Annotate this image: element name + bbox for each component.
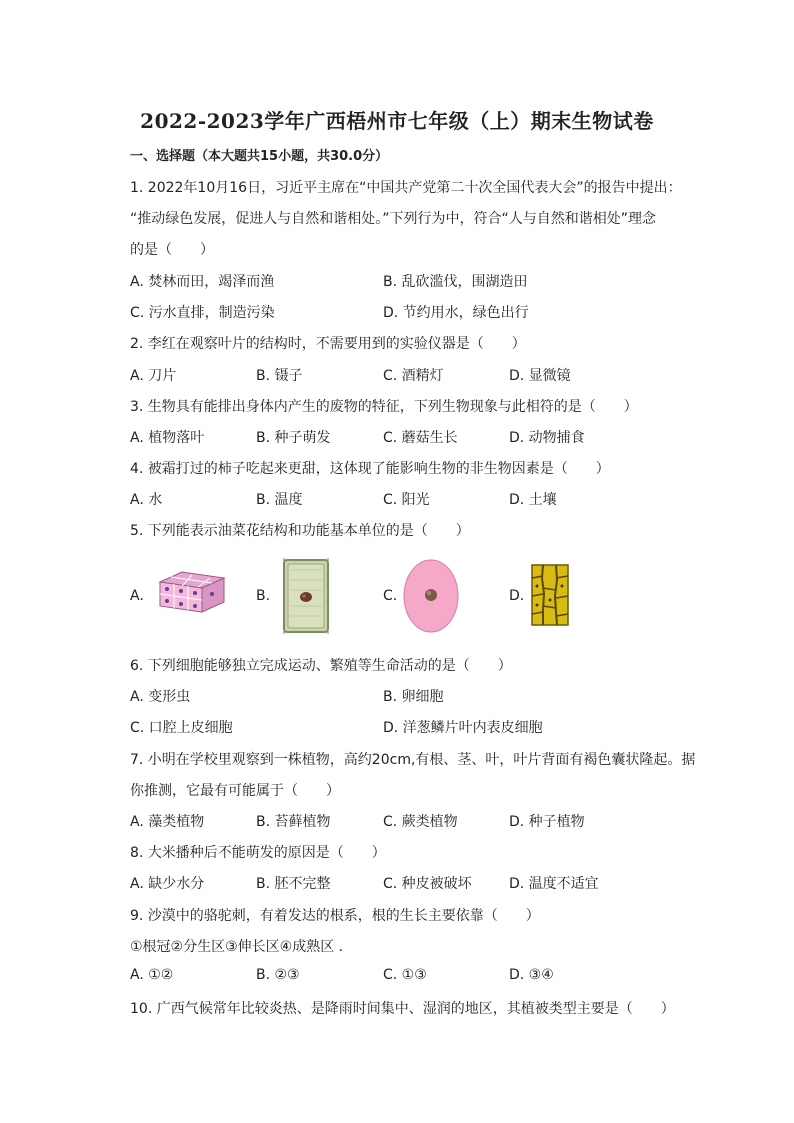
q4-option-b: B. 温度 xyxy=(256,492,303,508)
q7-stem-line1: 7. 小明在学校里观察到一株植物，高约20cm,有根、茎、叶，叶片背面有褐色囊状隆起。据 xyxy=(130,752,696,768)
q4-stem: 4. 被霜打过的柿子吃起来更甜，这体现了能影响生物的非生物因素是（ ） xyxy=(130,461,610,477)
q1-option-b: B. 乱砍滥伐，围湖造田 xyxy=(383,274,528,290)
q2-option-d: D. 显微镜 xyxy=(509,368,571,384)
q6-stem: 6. 下列细胞能够独立完成运动、繁殖等生命活动的是（ ） xyxy=(130,658,512,674)
q5-option-d-label: D. xyxy=(509,588,525,604)
q7-option-d: D. 种子植物 xyxy=(509,814,585,830)
q2-option-b: B. 镊子 xyxy=(256,368,303,384)
plant-cell-image xyxy=(278,556,334,636)
q1-option-d: D. 节约用水，绿色出行 xyxy=(383,305,529,321)
q8-option-c: C. 种皮被破坏 xyxy=(383,876,472,892)
q9-sub-text: ①根冠②分生区③伸长区④成熟区 . xyxy=(130,939,344,955)
q5-option-b-label: B. xyxy=(256,588,271,604)
q2-stem: 2. 李红在观察叶片的结构时，不需要用到的实验仪器是（ ） xyxy=(130,336,526,352)
q7-option-c: C. 蕨类植物 xyxy=(383,814,458,830)
q8-option-a: A. 缺少水分 xyxy=(130,876,205,892)
epidermis-cells-image xyxy=(531,564,569,626)
q9-option-c: C. ①③ xyxy=(383,967,427,983)
q6-option-b: B. 卵细胞 xyxy=(383,689,444,705)
q1-stem-line1: 1. 2022年10月16日，习近平主席在“中国共产党第二十次全国代表大会”的报告中提出： xyxy=(130,180,682,196)
q2-option-a: A. 刀片 xyxy=(130,368,177,384)
q1-option-a: A. 焚林而田，竭泽而渔 xyxy=(130,274,275,290)
q9-option-b: B. ②③ xyxy=(256,967,300,983)
q6-option-c: C. 口腔上皮细胞 xyxy=(130,720,233,736)
animal-cell-image xyxy=(402,558,460,634)
q4-option-d: D. 土壤 xyxy=(509,492,557,508)
q3-option-c: C. 蘑菇生长 xyxy=(383,430,458,446)
q4-option-c: C. 阳光 xyxy=(383,492,430,508)
q1-stem-line3: 的是（ ） xyxy=(130,242,214,258)
q5-stem: 5. 下列能表示油菜花结构和功能基本单位的是（ ） xyxy=(130,523,470,539)
q8-stem: 8. 大米播种后不能萌发的原因是（ ） xyxy=(130,845,386,861)
tissue-block-image xyxy=(152,568,228,616)
q10-stem: 10. 广西气候常年比较炎热、是降雨时间集中、湿润的地区，其植被类型主要是（ ） xyxy=(130,1001,675,1017)
q4-option-a: A. 水 xyxy=(130,492,163,508)
q1-option-c: C. 污水直排，制造污染 xyxy=(130,305,275,321)
q3-option-a: A. 植物落叶 xyxy=(130,430,205,446)
q1-stem-line2: “推动绿色发展，促进人与自然和谐相处。”下列行为中，符合“人与自然和谐相处”理念 xyxy=(130,211,657,227)
q8-option-b: B. 胚不完整 xyxy=(256,876,331,892)
q7-option-a: A. 藻类植物 xyxy=(130,814,205,830)
q5-option-a-label: A. xyxy=(130,588,144,604)
q5-option-c-label: C. xyxy=(383,588,398,604)
q3-option-d: D. 动物捕食 xyxy=(509,430,585,446)
q3-option-b: B. 种子萌发 xyxy=(256,430,331,446)
q9-option-d: D. ③④ xyxy=(509,967,554,983)
q2-option-c: C. 酒精灯 xyxy=(383,368,444,384)
q9-option-a: A. ①② xyxy=(130,967,174,983)
q6-option-d: D. 洋葱鳞片叶内表皮细胞 xyxy=(383,720,543,736)
q8-option-d: D. 温度不适宜 xyxy=(509,876,599,892)
q3-stem: 3. 生物具有能排出身体内产生的废物的特征，下列生物现象与此相符的是（ ） xyxy=(130,399,638,415)
q7-stem-line2: 你推测，它最有可能属于（ ） xyxy=(130,783,340,799)
q7-option-b: B. 苔藓植物 xyxy=(256,814,331,830)
q9-stem: 9. 沙漠中的骆驼刺，有着发达的根系，根的生长主要依靠（ ） xyxy=(130,908,540,924)
q6-option-a: A. 变形虫 xyxy=(130,689,191,705)
page-title: 2022-2023学年广西梧州市七年级（上）期末生物试卷 xyxy=(140,109,654,133)
section-heading: 一、选择题（本大题共15小题，共30.0分） xyxy=(130,149,389,164)
